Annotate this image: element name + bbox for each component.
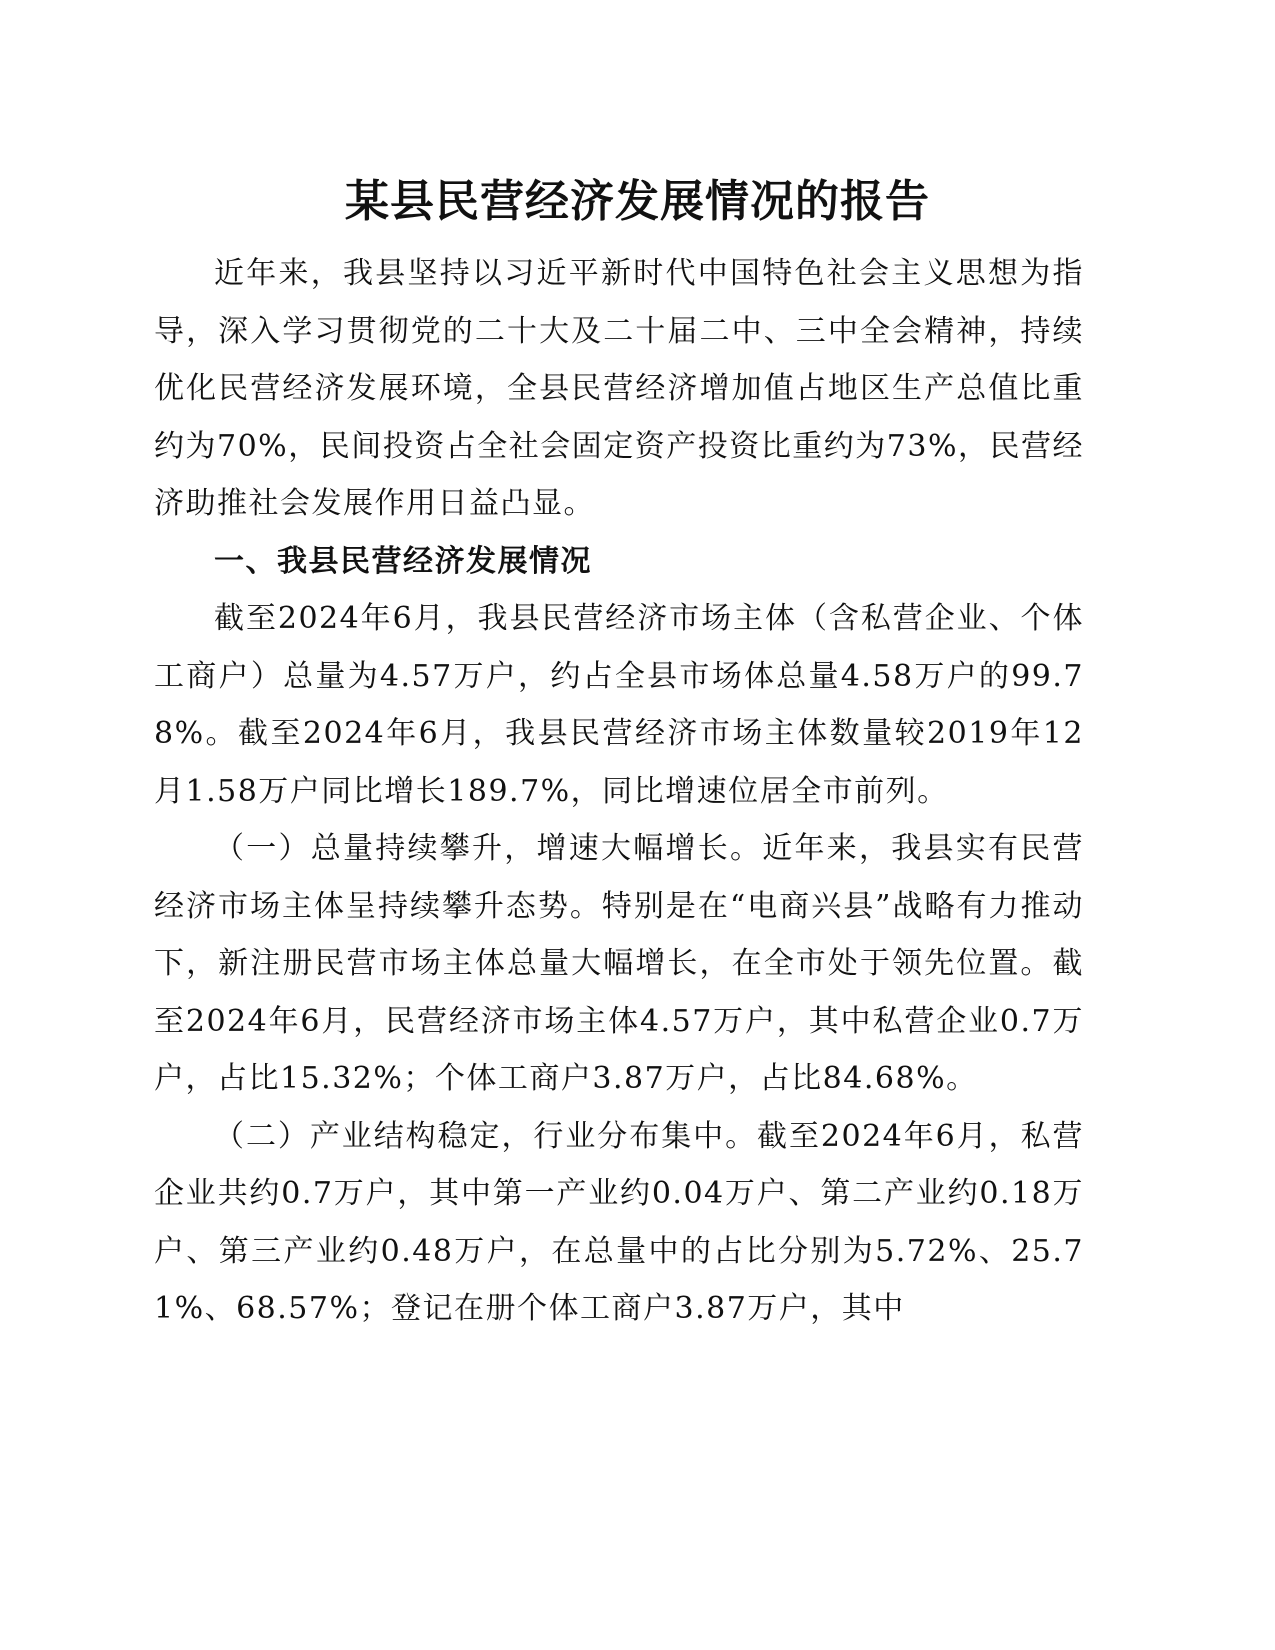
section-1-paragraph: 截至2024年6月，我县民营经济市场主体（含私营企业、个体工商户）总量为4.57万户，约占全县市场体总量4.58万户的99.78%。截至2024年6月，我县民营经济市场主体数量较2019年12月1.58万户同比增长189.7%，同比增速位居全市前列。 (154, 601, 1084, 809)
intro-paragraph: 近年来，我县坚持以习近平新时代中国特色社会主义思想为指导，深入学习贯彻党的二十大及二十届二中、三中全会精神，持续优化民营经济发展环境，全县民营经济增加值占地区生产总值比重约为70%，民间投资占全社会固定资产投资比重约为73%，民营经济助推社会发展作用日益凸显。 (154, 256, 1084, 521)
subsection-1-text: 近年来，我县实有民营经济市场主体呈持续攀升态势。特别是在“电商兴县”战略有力推动下，新注册民营市场主体总量大幅增长，在全市处于领先位置。截至2024年6月，民营经济市场主体4.57万户，其中私营企业0.7万户，占比15.32%；个体工商户3.87万户，占比84.68%。 (154, 831, 1084, 1096)
subsection-2-paragraph (154, 1108, 1084, 1338)
document-body (154, 245, 1084, 1338)
section-heading-1: 一、我县民营经济发展情况 (214, 543, 592, 579)
subsection-2-text: 截至2024年6月，私营企业共约0.7万户，其中第一产业约0.04万户、第二产业约0.18万户、第三产业约0.48万户，在总量中的占比分别为5.72%、25.71%、68.57%；登记在册个体工商户3.87万户，其中 (154, 1118, 1085, 1326)
subsection-1-paragraph (154, 820, 1084, 1108)
subsection-1-lead: （一）总量持续攀升，增速大幅增长。 (214, 831, 763, 866)
subsection-2-lead: （二）产业结构稳定，行业分布集中。 (214, 1118, 758, 1154)
document-title: 某县民营经济发展情况的报告 (345, 176, 930, 227)
